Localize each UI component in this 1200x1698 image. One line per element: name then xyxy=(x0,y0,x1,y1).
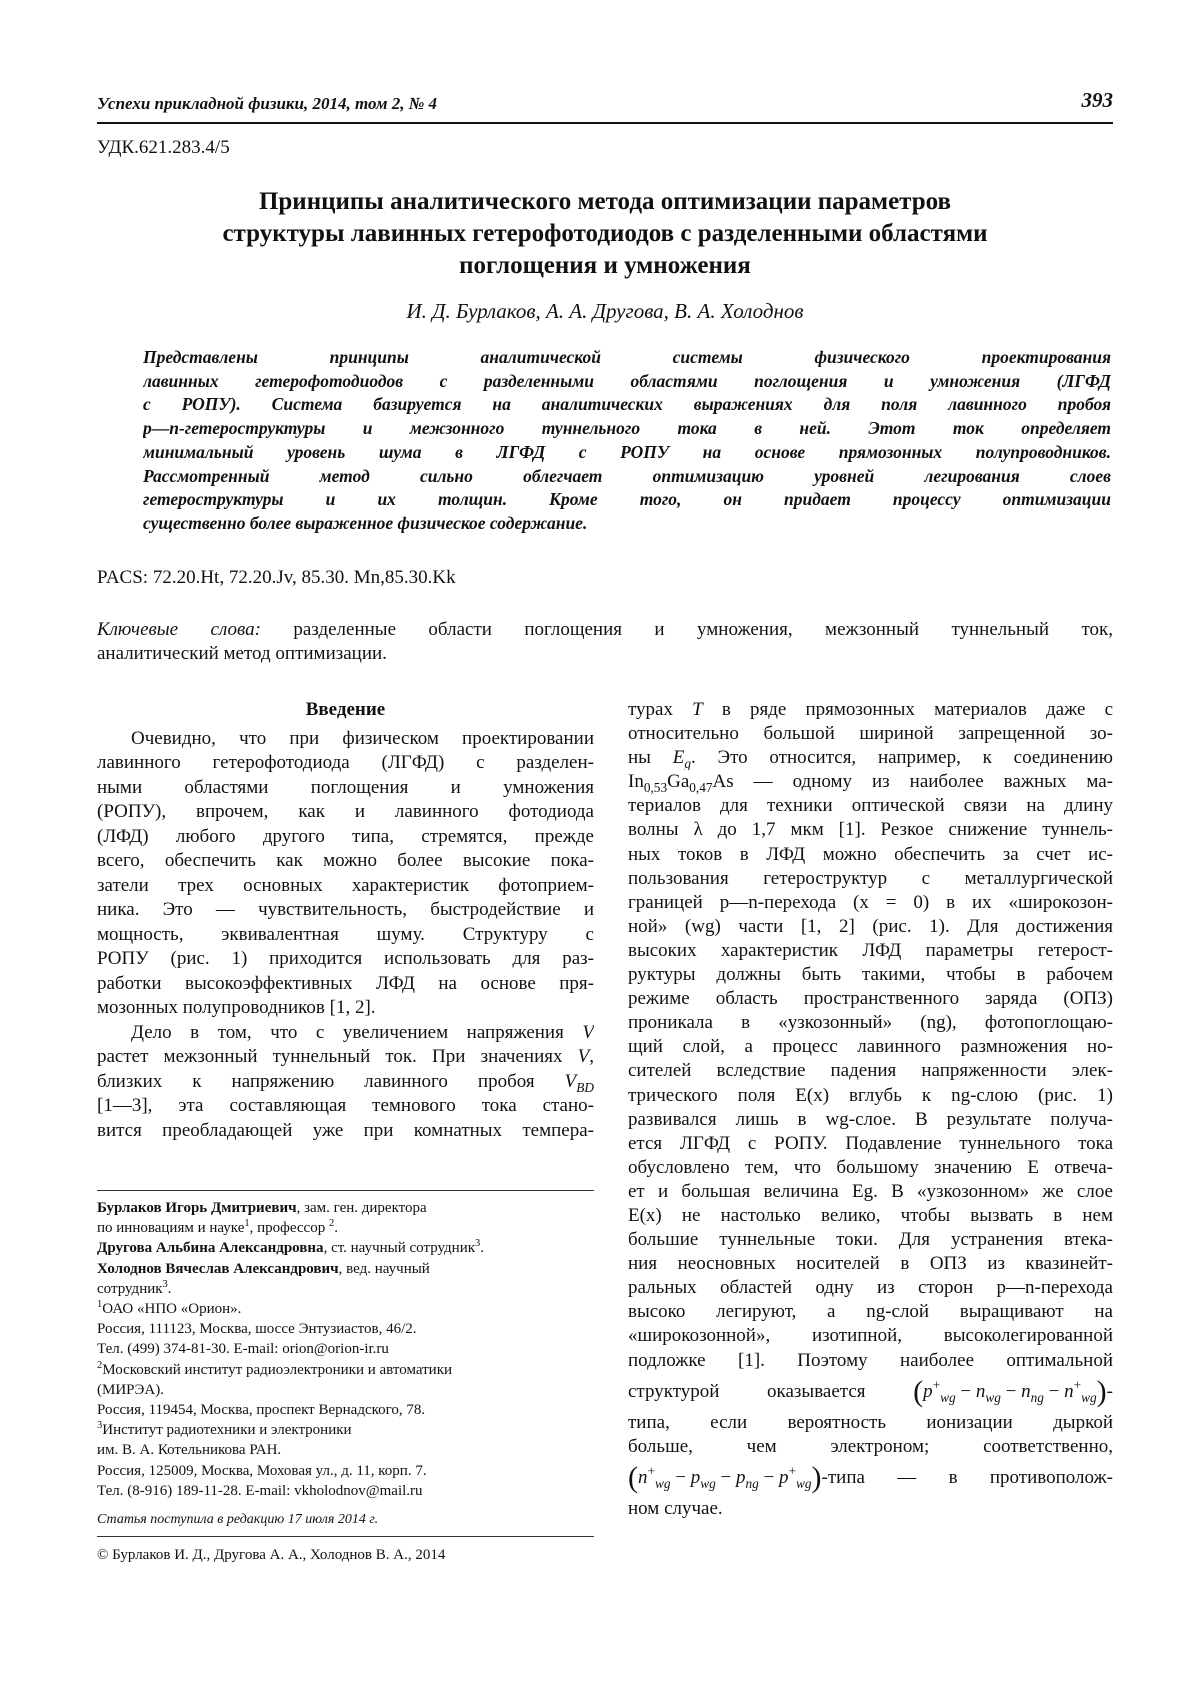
formula-p-n-n-n: $(p^+_{wg} - n_{wg} - n_{ng} - n^+_{wg})$ xyxy=(913,1374,1107,1408)
affiliation: им. В. А. Котельникова РАН. xyxy=(97,1442,282,1459)
text-line: ными областями поглощения и умножения xyxy=(97,776,594,798)
text-line: ния неосновных носителей в ОПЗ из квазинейт- xyxy=(628,1253,1113,1275)
text-line: работки высокоэффективных ЛФД на основе пря- xyxy=(97,972,594,994)
text-line: высоких характеристик ЛФД параметры гетерост- xyxy=(628,939,1113,961)
abstract-line: p—n-гетероструктуры и межзонного туннельного тока в ней. Этот ток определяет xyxy=(143,418,1111,439)
text-line: $In_{0,53}Ga_{0,47}As$ — одному из наиболее важных ма- xyxy=(628,771,1113,795)
text-line: РОПУ (рис. 1) приходится использовать для раз- xyxy=(97,948,594,969)
text-line: затели трех основных характеристик фотоприем- xyxy=(97,874,594,896)
text-line: «широкозонной», изотипной, высоколегированной xyxy=(628,1325,1113,1347)
text-line: ном случае. xyxy=(628,1497,723,1519)
text-line-formula: ($n^+_{wg} - p_{wg} - p_{ng}$ − $p^+_{wg}$)-типа — в противополож- xyxy=(628,1459,1113,1497)
affiliation: $^1$ОАО «НПО «Орион». xyxy=(97,1299,242,1318)
text-line: лавинного гетерофотодиода (ЛГФД) с разделен- xyxy=(97,752,594,773)
received-date: Статья поступила в редакцию 17 июля 2014 г. xyxy=(97,1510,594,1537)
affiliation-contact: Тел. (8-916) 189-11-28. E-mail: vkholodnov@mail.ru xyxy=(97,1482,423,1499)
text-line: высоко легируют, а ng-слой выращивают на xyxy=(628,1301,1113,1323)
text-line: близких к напряжению лавинного пробоя $V_{BD}$ xyxy=(97,1070,594,1094)
author-note: Другова Альбина Александровна, ст. научный сотрудник$^3$. xyxy=(97,1238,485,1257)
keywords-text: аналитический метод оптимизации. xyxy=(97,643,387,664)
text-line: E(x) не настолько велико, чтобы вызвать в нем xyxy=(628,1204,1113,1226)
formula-n-p-p-p: $(n^+_{wg} - p_{wg} - p_{ng} - p^+_{wg})$ xyxy=(628,1460,822,1494)
text-line: большие туннельные токи. Для устранения втека- xyxy=(628,1229,1113,1251)
text-line: ральных областей одну из сторон p—n-перехода xyxy=(628,1277,1113,1299)
text-line: (РОПУ), впрочем, как и лавинного фотодиода xyxy=(97,801,594,822)
abstract-line: минимальный уровень шума в ЛГФД с РОПУ на основе прямозонных полупроводников. xyxy=(143,441,1111,462)
affiliation-contact: Тел. (499) 374-81-30. E-mail: orion@orion-ir.ru xyxy=(97,1341,389,1358)
keywords-text: разделенные области поглощения и умножения, межзонный туннельный ток, xyxy=(293,619,1113,640)
affiliation-address: Россия, 125009, Москва, Моховая ул., д. 11, корп. 7. xyxy=(97,1462,427,1479)
text-line: границей p—n-перехода (x = 0) в их «широкозон- xyxy=(628,891,1113,913)
udk-code: УДК.621.283.4/5 xyxy=(97,137,230,158)
text-line: обусловлено тем, что большому значению E отвеча- xyxy=(628,1156,1113,1178)
text-line: Очевидно, что при физическом проектировании xyxy=(131,727,594,749)
pacs-codes: PACS: 72.20.Ht, 72.20.Jv, 85.30. Mn,85.30.Kk xyxy=(97,567,456,588)
text-line: турах T в ряде прямозонных материалов даже с xyxy=(628,699,1113,720)
text-line: Дело в том, что с увеличением напряжения V xyxy=(131,1021,594,1043)
text-line: щий слой, а процесс лавинного размножения но- xyxy=(628,1036,1113,1058)
text-line: трического поля E(x) вглубь к ng-слою (рис. 1) xyxy=(628,1084,1113,1106)
abstract-line: Представлены принципы аналитической системы физического проектирования xyxy=(143,347,1111,367)
text-line: всего, обеспечить как можно более высокие пока- xyxy=(97,850,594,871)
text-line: ных токов в ЛФД можно обеспечить за счет ис- xyxy=(628,843,1113,865)
text-line: ны $E_g$. Это относится, например, к соединению xyxy=(628,747,1113,771)
keywords-label: Ключевые слова: xyxy=(97,619,261,640)
text-line: проникала в «узкозонный» (ng), фотопоглощаю- xyxy=(628,1012,1113,1034)
affiliation-address: Россия, 119454, Москва, проспект Вернадского, 78. xyxy=(97,1402,426,1419)
text-line-formula: структурой оказывается $(p^+_{wg} - n_{wg} - n_{ng} - n^+_{wg})-$ xyxy=(628,1373,1113,1411)
abstract-line: лавинных гетерофотодиодов с разделенными областями поглощения и умножения (ЛГФД xyxy=(143,370,1111,391)
text-line: териалов для техники оптической связи на длину xyxy=(628,795,1113,817)
text-line: [1—3], эта составляющая темнового тока стано- xyxy=(97,1095,594,1116)
text-line: волны λ до 1,7 мкм [1]. Резкое снижение туннель- xyxy=(628,819,1113,841)
abstract-line: гетероструктуры и их толщин. Кроме того, он придает процессу оптимизации xyxy=(143,489,1111,510)
copyright-notice: © Бурлаков И. Д., Другова А. А., Холоднов В. А., 2014 xyxy=(97,1547,446,1564)
text-line: ет и большая величина Eg. В «узкозонном» же слое xyxy=(628,1180,1113,1202)
text-line: мозонных полупроводников [1, 2]. xyxy=(97,997,376,1018)
text-line: мощность, эквивалентная шуму. Структуру с xyxy=(97,923,594,945)
text-line: режиме область пространственного заряда (ОПЗ) xyxy=(628,988,1113,1010)
affiliation: $^3$Институт радиотехники и электроники xyxy=(97,1420,352,1439)
text-line: растет межзонный туннельный ток. При значениях V, xyxy=(97,1046,594,1067)
author-note: Бурлаков Игорь Дмитриевич, зам. ген. директора xyxy=(97,1200,427,1216)
text-line: (ЛФД) любого другого типа, стремятся, прежде xyxy=(97,825,594,847)
author-note: по инновациям и науке$^1$, профессор $^2$. xyxy=(97,1218,338,1237)
footnote-divider xyxy=(97,1190,594,1191)
text-line: ется ЛГФД с РОПУ. Подавление туннельного тока xyxy=(628,1132,1113,1154)
title-line: структуры лавинных гетерофотодиодов с разделенными областями xyxy=(222,220,988,247)
abstract-line: существенно более выраженное физическое содержание. xyxy=(143,512,588,533)
keywords xyxy=(97,618,1113,666)
abstract-line: с РОПУ). Система базируется на аналитических выражениях для поля лавинного пробоя xyxy=(143,394,1111,415)
author-note: Холоднов Вячеслав Александрович, вед. научный xyxy=(97,1260,430,1277)
author-list: И. Д. Бурлаков, А. А. Другова, В. А. Холоднов xyxy=(406,299,804,323)
text-line: больше, чем электроном; соответственно, xyxy=(628,1435,1113,1457)
text-line: развивался лишь в wg-слое. В результате получа- xyxy=(628,1108,1113,1130)
title-line: Принципы аналитического метода оптимизации параметров xyxy=(258,188,952,215)
author-footnotes xyxy=(97,1198,594,1565)
affiliation: $^2$Московский институт радиоэлектроники и автоматики xyxy=(97,1359,453,1378)
text-line: ника. Это — чувствительность, быстродействие и xyxy=(97,899,594,920)
section-heading: Введение xyxy=(305,699,386,720)
text-line: пользования гетероструктур с металлургической xyxy=(628,867,1113,889)
text-line: ной» (wg) части [1, 2] (рис. 1). Для достижения xyxy=(628,915,1113,937)
text-line: руктуры должны быть такими, чтобы в рабочем xyxy=(628,964,1113,986)
affiliation-address: Россия, 111123, Москва, шоссе Энтузиастов, 46/2. xyxy=(97,1321,417,1338)
text-line: типа, если вероятность ионизации дыркой xyxy=(628,1411,1113,1433)
right-column xyxy=(628,698,1113,1521)
abstract-line: Рассмотренный метод сильно облегчает оптимизацию уровней легирования слоев xyxy=(143,465,1111,486)
affiliation: (МИРЭА). xyxy=(97,1381,164,1398)
left-column xyxy=(97,698,594,1143)
text-line: подложке [1]. Поэтому наиболее оптимальной xyxy=(628,1349,1113,1371)
journal-citation: Успехи прикладной физики, 2014, том 2, № 4 xyxy=(97,94,438,113)
text-line: сителей вследствие падения напряженности элек- xyxy=(628,1060,1113,1082)
author-note: сотрудник$^3$. xyxy=(97,1278,172,1297)
text-line: вится преобладающей уже при комнатных темпера- xyxy=(97,1119,594,1141)
title-line: поглощения и умножения xyxy=(459,252,751,279)
page-number: 393 xyxy=(1081,88,1113,112)
abstract xyxy=(143,346,1111,536)
text-line: относительно большой шириной запрещенной зо- xyxy=(628,723,1113,745)
article-title xyxy=(97,186,1113,282)
running-header xyxy=(97,88,1113,124)
